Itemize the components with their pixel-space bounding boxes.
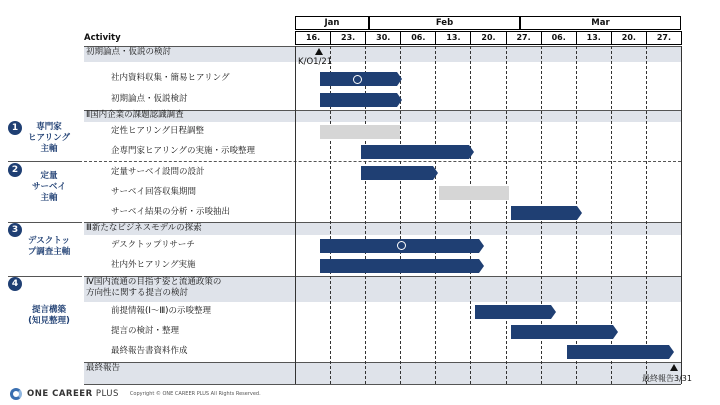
task-label: 提言の検討・整理 [111, 326, 180, 336]
task-bar [567, 345, 669, 359]
week-cell: 27. [646, 31, 682, 45]
week-cell: 13. [435, 31, 471, 45]
week-cell: 20. [611, 31, 647, 45]
phase-label: 提言構築 (知見整理) [28, 305, 70, 326]
week-gridline [435, 46, 436, 384]
section-band-initial [84, 46, 681, 62]
circle-marker [397, 241, 406, 250]
section-title: Ⅱ国内企業の課題認識調査 [86, 110, 184, 120]
task-bar-pending [439, 186, 509, 200]
month-jan: Jan [295, 16, 369, 30]
section-band-final-report [84, 362, 681, 384]
chart-right-edge [681, 46, 682, 384]
row-divider [84, 384, 681, 385]
task-bar [361, 145, 469, 159]
phase-1 [8, 121, 76, 161]
footer [10, 388, 261, 400]
circle-marker [353, 75, 362, 84]
task-bar [320, 259, 479, 273]
chart-left-edge [295, 46, 296, 384]
week-cell: 06. [400, 31, 436, 45]
row-divider [84, 46, 681, 47]
phase-4 [8, 277, 76, 337]
week-cell: 20. [470, 31, 506, 45]
month-feb: Feb [369, 16, 520, 30]
final-milestone-label: 最終報告3/31 [642, 374, 692, 383]
kickoff-milestone-label: K/O1/21 [298, 57, 333, 67]
phase-number-badge: 2 [8, 163, 22, 177]
task-label: サーベイ結果の分析・示唆抽出 [111, 207, 231, 217]
task-label: サーベイ回答収集期間 [111, 187, 197, 197]
week-cell: 06. [541, 31, 577, 45]
phase-2 [8, 163, 76, 213]
phase-3 [8, 223, 76, 263]
task-label: 定性ヒアリング日程調整 [111, 126, 204, 136]
phase-divider [84, 161, 681, 162]
final-milestone-icon [670, 364, 678, 371]
task-label: 社内資料収集・簡易ヒアリング [111, 73, 230, 83]
phase-number-badge: 4 [8, 277, 22, 291]
week-cell: 13. [576, 31, 612, 45]
section-title: 最終報告 [86, 363, 121, 373]
task-label: 社内外ヒアリング実施 [111, 260, 196, 270]
week-gridline [470, 46, 471, 384]
section-title: Ⅲ新たなビジネスモデルの探索 [86, 223, 202, 233]
task-label: デスクトップリサーチ [111, 240, 195, 250]
task-label: 初期論点・仮説検討 [111, 94, 188, 104]
week-cell: 16. [295, 31, 331, 45]
task-bar [475, 305, 551, 319]
task-label: 定量サーベイ設問の設計 [111, 167, 205, 177]
phase-number-badge: 1 [8, 121, 22, 135]
activity-column-header: Activity [84, 33, 121, 43]
brand-name: ONE CAREER PLUS [27, 389, 119, 399]
task-bar [361, 166, 433, 180]
task-label: 前提情報(Ⅰ～Ⅲ)の示唆整理 [111, 306, 212, 316]
week-cell: 23. [330, 31, 366, 45]
week-gridline [646, 46, 647, 384]
week-cell: 30. [365, 31, 401, 45]
task-bar [511, 206, 577, 220]
phase-number-badge: 3 [8, 223, 22, 237]
task-label: 企専門家ヒアリングの実施・示唆整理 [111, 146, 255, 156]
phase-label: 定量 サーベイ 主軸 [31, 171, 66, 203]
section-title: 初期論点・仮説の検討 [86, 47, 172, 57]
phase-label: 専門家 ヒアリング 主軸 [28, 122, 70, 154]
task-bar [320, 93, 397, 107]
one-career-logo-icon [10, 388, 22, 400]
kickoff-milestone-icon [315, 48, 323, 55]
task-label: 最終報告書資料作成 [111, 346, 188, 356]
task-bar-pending [320, 125, 400, 139]
section-title: Ⅳ国内流通の目指す姿と流通政策の 方向性に関する提言の検討 [86, 277, 222, 298]
week-gridline [506, 46, 507, 384]
row-divider [84, 362, 681, 363]
copyright-text: Copyright © ONE CAREER PLUS All Rights Reserved. [129, 391, 261, 397]
month-mar: Mar [520, 16, 681, 30]
phase-label: デスクトッ プ調査主軸 [27, 236, 71, 257]
task-bar [511, 325, 613, 339]
phase-left-divider [8, 161, 82, 162]
week-cell: 27. [506, 31, 542, 45]
